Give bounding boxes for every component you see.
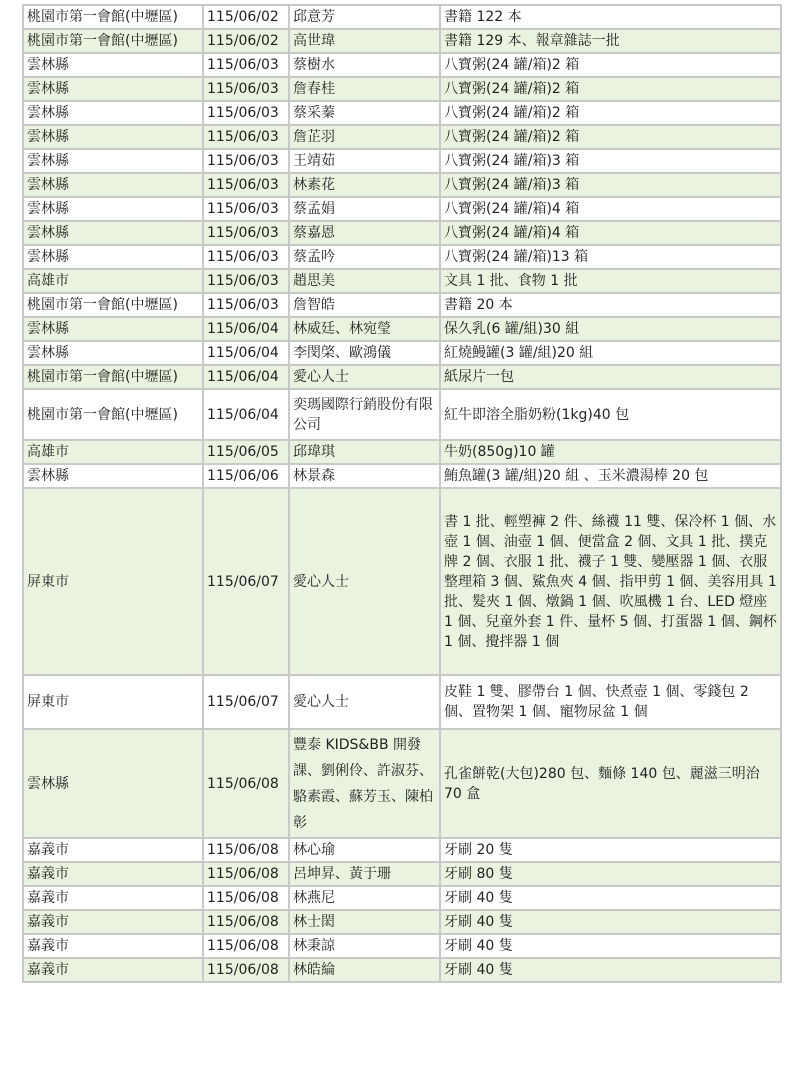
items-cell: 八寶粥(24 罐/箱)2 箱 — [440, 77, 781, 101]
items-cell: 牙刷 20 隻 — [440, 838, 781, 862]
date-cell: 115/06/08 — [203, 729, 289, 838]
donor-cell: 愛心人士 — [289, 488, 440, 675]
table-row — [23, 245, 781, 269]
location-cell: 桃園市第一會館(中壢區) — [23, 5, 203, 29]
donor-cell: 詹智皓 — [289, 293, 440, 317]
location-cell: 雲林縣 — [23, 77, 203, 101]
table-row — [23, 5, 781, 29]
date-cell: 115/06/08 — [203, 934, 289, 958]
items-cell: 保久乳(6 罐/組)30 組 — [440, 317, 781, 341]
donor-cell: 詹芷羽 — [289, 125, 440, 149]
date-cell: 115/06/02 — [203, 5, 289, 29]
location-cell: 雲林縣 — [23, 173, 203, 197]
items-cell: 八寶粥(24 罐/箱)13 箱 — [440, 245, 781, 269]
table-row — [23, 173, 781, 197]
date-cell: 115/06/04 — [203, 341, 289, 365]
location-cell: 高雄市 — [23, 269, 203, 293]
location-cell: 雲林縣 — [23, 245, 203, 269]
donor-cell: 豐泰 KIDS&BB 開發課、劉俐伶、許淑芬、駱素霞、蘇芳玉、陳柏彰 — [289, 729, 440, 838]
donor-cell: 高世瑋 — [289, 29, 440, 53]
donation-table — [22, 4, 782, 983]
table-row — [23, 53, 781, 77]
location-cell: 雲林縣 — [23, 221, 203, 245]
table-row — [23, 729, 781, 838]
donor-cell: 林心瑜 — [289, 838, 440, 862]
donor-cell: 蔡樹水 — [289, 53, 440, 77]
table-row — [23, 886, 781, 910]
date-cell: 115/06/07 — [203, 675, 289, 729]
date-cell: 115/06/06 — [203, 464, 289, 488]
table-row — [23, 440, 781, 464]
items-cell: 牙刷 40 隻 — [440, 934, 781, 958]
location-cell: 雲林縣 — [23, 101, 203, 125]
table-row — [23, 77, 781, 101]
date-cell: 115/06/03 — [203, 53, 289, 77]
items-cell: 八寶粥(24 罐/箱)4 箱 — [440, 221, 781, 245]
table-row — [23, 910, 781, 934]
table-row — [23, 125, 781, 149]
table-row — [23, 197, 781, 221]
table-row — [23, 958, 781, 982]
donor-cell: 呂坤昇、黃于珊 — [289, 862, 440, 886]
donor-cell: 林燕尼 — [289, 886, 440, 910]
donor-cell: 奕瑪國際行銷股份有限公司 — [289, 389, 440, 440]
location-cell: 高雄市 — [23, 440, 203, 464]
items-cell: 牙刷 80 隻 — [440, 862, 781, 886]
location-cell: 桃園市第一會館(中壢區) — [23, 293, 203, 317]
location-cell: 桃園市第一會館(中壢區) — [23, 29, 203, 53]
donor-cell: 愛心人士 — [289, 365, 440, 389]
table-row — [23, 464, 781, 488]
date-cell: 115/06/08 — [203, 886, 289, 910]
date-cell: 115/06/03 — [203, 125, 289, 149]
items-cell: 牙刷 40 隻 — [440, 910, 781, 934]
table-row — [23, 29, 781, 53]
donor-cell: 蔡采蓁 — [289, 101, 440, 125]
items-cell: 牙刷 40 隻 — [440, 958, 781, 982]
items-cell: 八寶粥(24 罐/箱)2 箱 — [440, 125, 781, 149]
donor-cell: 林威廷、林宛瑩 — [289, 317, 440, 341]
date-cell: 115/06/03 — [203, 221, 289, 245]
date-cell: 115/06/08 — [203, 862, 289, 886]
date-cell: 115/06/04 — [203, 389, 289, 440]
items-cell: 書籍 20 本 — [440, 293, 781, 317]
table-row — [23, 862, 781, 886]
date-cell: 115/06/03 — [203, 269, 289, 293]
location-cell: 嘉義市 — [23, 934, 203, 958]
date-cell: 115/06/08 — [203, 910, 289, 934]
items-cell: 牙刷 40 隻 — [440, 886, 781, 910]
table-row — [23, 838, 781, 862]
items-cell: 八寶粥(24 罐/箱)2 箱 — [440, 53, 781, 77]
table-row — [23, 317, 781, 341]
location-cell: 嘉義市 — [23, 958, 203, 982]
table-row — [23, 293, 781, 317]
date-cell: 115/06/03 — [203, 197, 289, 221]
items-cell: 牛奶(850g)10 罐 — [440, 440, 781, 464]
location-cell: 屏東市 — [23, 488, 203, 675]
table-row — [23, 221, 781, 245]
table-row — [23, 488, 781, 675]
donor-cell: 趙思美 — [289, 269, 440, 293]
date-cell: 115/06/05 — [203, 440, 289, 464]
date-cell: 115/06/03 — [203, 77, 289, 101]
items-cell: 八寶粥(24 罐/箱)4 箱 — [440, 197, 781, 221]
table-row — [23, 934, 781, 958]
table-row — [23, 389, 781, 440]
table-row — [23, 149, 781, 173]
items-cell: 文具 1 批、食物 1 批 — [440, 269, 781, 293]
items-cell: 書籍 129 本、報章雜誌一批 — [440, 29, 781, 53]
donor-cell: 林景森 — [289, 464, 440, 488]
table-row — [23, 365, 781, 389]
location-cell: 雲林縣 — [23, 197, 203, 221]
table-row — [23, 101, 781, 125]
items-cell: 紙尿片一包 — [440, 365, 781, 389]
date-cell: 115/06/03 — [203, 101, 289, 125]
donor-cell: 林秉諒 — [289, 934, 440, 958]
date-cell: 115/06/07 — [203, 488, 289, 675]
items-cell: 孔雀餅乾(大包)280 包、麵條 140 包、麗滋三明治 70 盒 — [440, 729, 781, 838]
date-cell: 115/06/03 — [203, 173, 289, 197]
items-cell: 書籍 122 本 — [440, 5, 781, 29]
location-cell: 雲林縣 — [23, 149, 203, 173]
location-cell: 嘉義市 — [23, 862, 203, 886]
items-cell: 皮鞋 1 雙、膠帶台 1 個、快煮壺 1 個、零錢包 2 個、置物架 1 個、寵物尿盆 1 個 — [440, 675, 781, 729]
donor-cell: 蔡孟娟 — [289, 197, 440, 221]
donor-cell: 詹春桂 — [289, 77, 440, 101]
table-row — [23, 269, 781, 293]
location-cell: 嘉義市 — [23, 886, 203, 910]
date-cell: 115/06/08 — [203, 838, 289, 862]
location-cell: 屏東市 — [23, 675, 203, 729]
location-cell: 雲林縣 — [23, 317, 203, 341]
date-cell: 115/06/04 — [203, 365, 289, 389]
location-cell: 雲林縣 — [23, 125, 203, 149]
donor-cell: 邱瑋琪 — [289, 440, 440, 464]
location-cell: 雲林縣 — [23, 464, 203, 488]
location-cell: 雲林縣 — [23, 729, 203, 838]
location-cell: 嘉義市 — [23, 838, 203, 862]
items-cell: 八寶粥(24 罐/箱)3 箱 — [440, 173, 781, 197]
date-cell: 115/06/03 — [203, 245, 289, 269]
location-cell: 桃園市第一會館(中壢區) — [23, 365, 203, 389]
items-cell: 八寶粥(24 罐/箱)3 箱 — [440, 149, 781, 173]
items-cell: 八寶粥(24 罐/箱)2 箱 — [440, 101, 781, 125]
date-cell: 115/06/03 — [203, 149, 289, 173]
items-cell: 書 1 批、輕塑褲 2 件、絲襪 11 雙、保冷杯 1 個、水壺 1 個、油壺 1 個、便當盒 2 個、文具 1 批、撲克牌 2 個、衣服 1 批、襪子 1 雙、變壓器 1 個、衣服整理箱 3 個、鯊魚夾 4 個、指甲剪 1 個、美容用具 1 批、髮夾 1 個、燉鍋 1 個、吹風機 1 台、LED 燈座 1 個、兒童外套 1 件、量杯 5 個、打蛋器 1 個、鋼杯 1 個、攪拌器 1 個 — [440, 488, 781, 675]
location-cell: 桃園市第一會館(中壢區) — [23, 389, 203, 440]
items-cell: 紅燒鰻罐(3 罐/組)20 組 — [440, 341, 781, 365]
donor-cell: 愛心人士 — [289, 675, 440, 729]
donor-cell: 林士閎 — [289, 910, 440, 934]
items-cell: 紅牛即溶全脂奶粉(1kg)40 包 — [440, 389, 781, 440]
location-cell: 嘉義市 — [23, 910, 203, 934]
location-cell: 雲林縣 — [23, 341, 203, 365]
donor-cell: 林素花 — [289, 173, 440, 197]
donor-cell: 王靖茹 — [289, 149, 440, 173]
date-cell: 115/06/08 — [203, 958, 289, 982]
donor-cell: 李閔棨、歐鴻儀 — [289, 341, 440, 365]
date-cell: 115/06/04 — [203, 317, 289, 341]
donor-cell: 林皓綸 — [289, 958, 440, 982]
donor-cell: 邱意芳 — [289, 5, 440, 29]
date-cell: 115/06/03 — [203, 293, 289, 317]
items-cell: 鮪魚罐(3 罐/組)20 組 、玉米濃湯棒 20 包 — [440, 464, 781, 488]
table-row — [23, 675, 781, 729]
donor-cell: 蔡孟吟 — [289, 245, 440, 269]
table-row — [23, 341, 781, 365]
date-cell: 115/06/02 — [203, 29, 289, 53]
donor-cell: 蔡嘉恩 — [289, 221, 440, 245]
location-cell: 雲林縣 — [23, 53, 203, 77]
